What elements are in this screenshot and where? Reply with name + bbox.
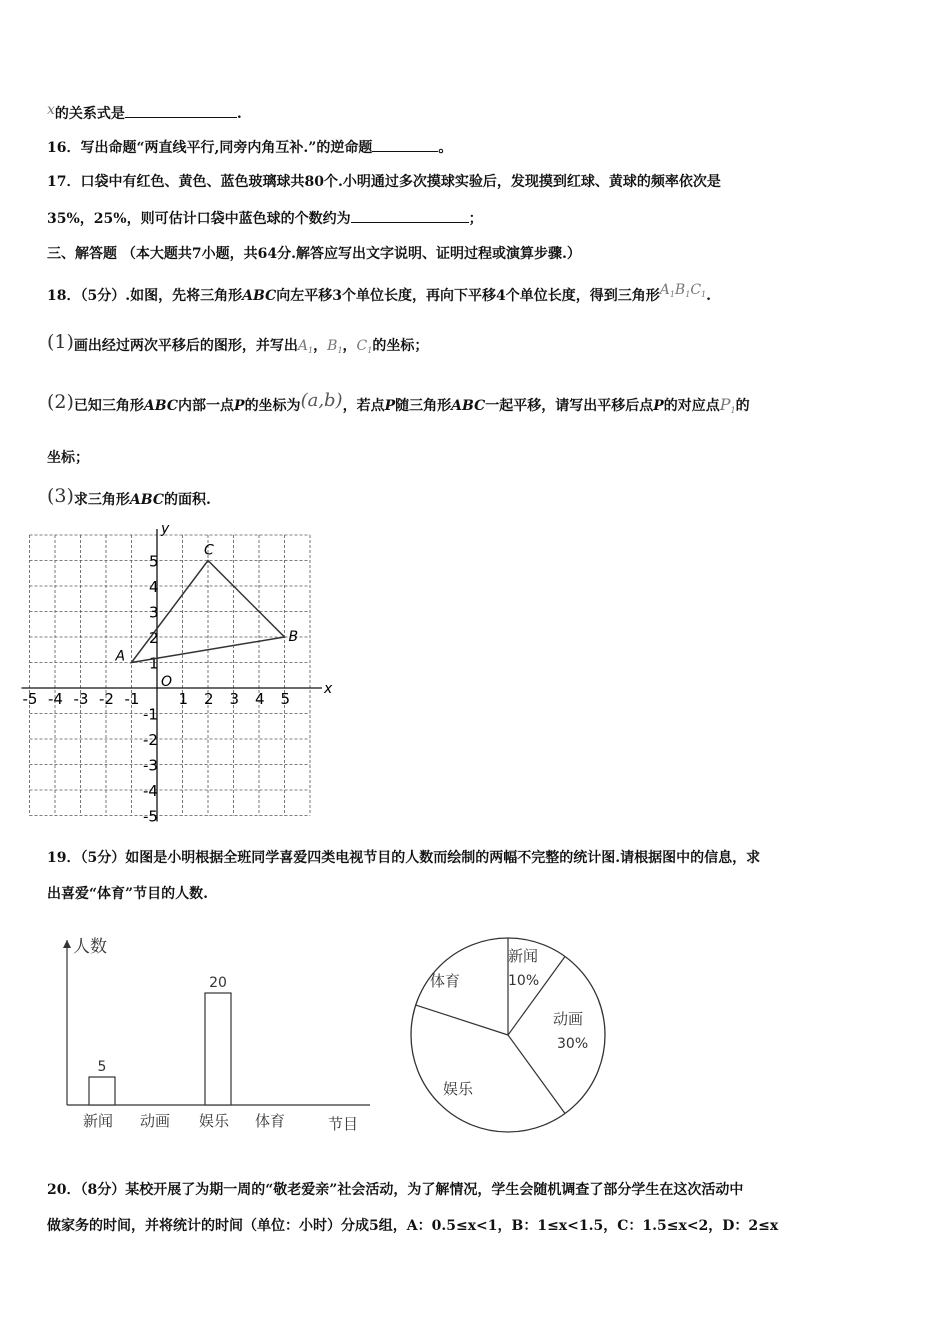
x-axis-label: x <box>324 681 333 697</box>
pie-pct-label: 10% <box>508 973 540 989</box>
sub3-number: (3) <box>47 485 74 507</box>
y-tick-label: -5 <box>143 807 158 826</box>
y-tick-label: -2 <box>143 731 158 749</box>
pie-label-动画: 动画 <box>553 1010 584 1028</box>
x-tick-label: -5 <box>22 690 38 708</box>
sub1-number: (1) <box>47 331 74 353</box>
sub2-number: (2) <box>47 391 74 413</box>
b1-label <box>327 338 342 354</box>
q17-end: ； <box>468 211 483 227</box>
y-tick-label: 4 <box>149 578 159 596</box>
sub3-text-a: 求三角形 <box>73 492 130 508</box>
x-tick-label: 5 <box>280 690 291 708</box>
bar-data-label: 20 <box>209 975 227 991</box>
bar-category-label: 娱乐 <box>199 1112 230 1130</box>
sub1-text: 画出经过两次平移后的图形，并写出 <box>73 338 298 354</box>
abc-label: ABC <box>129 492 165 508</box>
p-label: P <box>653 398 664 414</box>
pie-label-新闻: 新闻 <box>508 947 539 965</box>
y-tick-label: -4 <box>143 782 158 800</box>
tri-b: B <box>674 282 686 298</box>
q20-line2: 做家务的时间，并将统计的时间（单位：小时）分成5组，A：0.5≤x<1，B：1≤x<1.5，C：1.5≤x<2，D：2≤x <box>47 1218 779 1234</box>
pie-label-体育: 体育 <box>430 972 461 990</box>
sub-1: 1 <box>367 346 373 355</box>
bar-娱乐 <box>205 993 231 1105</box>
bar-category-label: 体育 <box>255 1112 286 1130</box>
x-tick-label: -2 <box>99 690 114 708</box>
y-tick-label: 3 <box>149 603 159 622</box>
x-tick-label: 1 <box>178 690 189 708</box>
y-axis-label: y <box>161 521 170 537</box>
q18-intro <box>47 280 711 306</box>
y-tick-label: -3 <box>143 756 158 775</box>
sub-1: 1 <box>308 346 314 355</box>
q17-line2 <box>47 208 483 229</box>
tri-c: C <box>690 282 702 298</box>
point-label-b: B <box>288 629 299 645</box>
q18-text-b: 向左平移3个单位长度，再向下平移4个单位长度，得到三角形 <box>276 288 660 304</box>
origin-label: O <box>161 674 173 690</box>
bar-新闻 <box>89 1077 115 1105</box>
sub-1: 1 <box>730 406 736 415</box>
y-tick-label: 1 <box>149 654 159 673</box>
sub2-text-g: 的对应点 <box>663 398 720 414</box>
a-letter: A <box>297 338 309 354</box>
x-tick-label: -1 <box>124 690 140 708</box>
sub-1: 1 <box>669 290 675 299</box>
pie-label-娱乐: 娱乐 <box>443 1080 474 1098</box>
pie-chart <box>405 928 615 1138</box>
q17-line1: 17．口袋中有红色、黄色、蓝色玻璃球共80个.小明通过多次摸球实验后，发现摸到红球、黄球的频率依次是 <box>47 174 721 190</box>
sub2-text-a: 已知三角形 <box>73 398 144 414</box>
comma: ， <box>313 338 328 354</box>
x-tick-label: -3 <box>73 690 89 708</box>
comma: ， <box>342 338 357 354</box>
sub-1: 1 <box>337 346 343 355</box>
q15-tail <box>47 100 242 124</box>
bar-category-label: 新闻 <box>83 1112 114 1130</box>
y-axis-arrow <box>63 940 71 948</box>
q19-line2: 出喜爱“体育”节目的人数. <box>47 886 208 902</box>
p-letter: P <box>719 395 731 414</box>
point-label-a: A <box>115 648 126 665</box>
x-tick-label: -4 <box>48 690 63 708</box>
y-tick-label: 5 <box>149 552 159 571</box>
y-tick-label: 2 <box>149 629 159 647</box>
x-tick-label: 4 <box>255 690 265 708</box>
pie-pct-label: 30% <box>557 1036 589 1052</box>
y-tick-label: -1 <box>143 705 158 724</box>
coordinate-grid-figure <box>22 521 340 830</box>
q18-sub1 <box>47 332 428 361</box>
x-tick-label: 3 <box>229 690 240 708</box>
sub3-text-b: 的面积. <box>164 492 211 508</box>
sub2-text-h: 的 <box>735 398 750 414</box>
sub2-text-c: 的坐标为 <box>244 398 301 414</box>
bar-chart <box>40 928 380 1138</box>
point-label-c: C <box>204 542 214 559</box>
q15-text: 的关系式是 <box>54 106 125 122</box>
q16-text: 16．写出命题“两直线平行,同旁内角互补.”的逆命题 <box>47 140 373 156</box>
p-label: P <box>234 398 245 414</box>
sub2-text-f: 一起平移，请写出平移后点 <box>485 398 654 414</box>
q16-end: 。 <box>438 140 453 156</box>
section-3-heading: 三、解答题 （本大题共7小题，共64分.解答应写出文字说明、证明过程或演算步骤.） <box>47 246 581 262</box>
sub2-text-b: 内部一点 <box>178 398 235 414</box>
q20-line1: 20．（8分）某校开展了为期一周的“敬老爱亲”社会活动，为了解情况，学生会随机调查了部分学生在这次活动中 <box>47 1182 744 1198</box>
coord-ab: (a,b) <box>300 390 343 411</box>
x-tick-label: 2 <box>204 690 214 708</box>
bar-x-label: 节目 <box>328 1115 359 1133</box>
q16-answer-blank[interactable] <box>372 137 438 152</box>
a1-label <box>298 338 313 354</box>
c1-label <box>357 338 373 354</box>
sub2-text-e: 随三角形 <box>395 398 452 414</box>
abc-label: ABC <box>242 288 277 304</box>
abc-label: ABC <box>143 398 179 414</box>
c-letter: C <box>356 338 368 354</box>
question-16 <box>47 137 452 158</box>
bar-data-label: 5 <box>97 1059 107 1075</box>
sub1-end: 的坐标； <box>372 338 429 354</box>
tri-a: A <box>659 282 670 298</box>
sub-1: 1 <box>701 290 707 299</box>
q18-end: . <box>706 288 711 304</box>
q15-answer-blank[interactable] <box>125 103 237 118</box>
q17-answer-blank[interactable] <box>351 208 469 223</box>
q18-text-a: 18．（5分）.如图，先将三角形 <box>47 288 243 304</box>
bar-category-label: 动画 <box>140 1112 171 1130</box>
q18-sub2 <box>47 391 750 421</box>
sub-1: 1 <box>685 290 691 299</box>
p1-label <box>720 395 736 414</box>
sub2-text-d: ，若点 <box>342 398 385 414</box>
var-x: x <box>47 102 55 118</box>
q17-text: 35%，25%，则可估计口袋中蓝色球的个数约为 <box>47 211 351 227</box>
q15-end: . <box>236 106 242 122</box>
triangle-a1b1c1 <box>660 282 706 298</box>
q19-line1: 19．（5分）如图是小明根据全班同学喜爱四类电视节目的人数而绘制的两幅不完整的统计图.请根据图中的信息，求 <box>47 850 761 866</box>
bar-y-label: 人数 <box>73 937 107 957</box>
abc-label: ABC <box>451 398 486 414</box>
p-label: P <box>384 398 396 414</box>
q18-sub3 <box>47 486 211 510</box>
q18-sub2-line2: 坐标； <box>47 450 89 466</box>
b-letter: B <box>327 338 338 354</box>
